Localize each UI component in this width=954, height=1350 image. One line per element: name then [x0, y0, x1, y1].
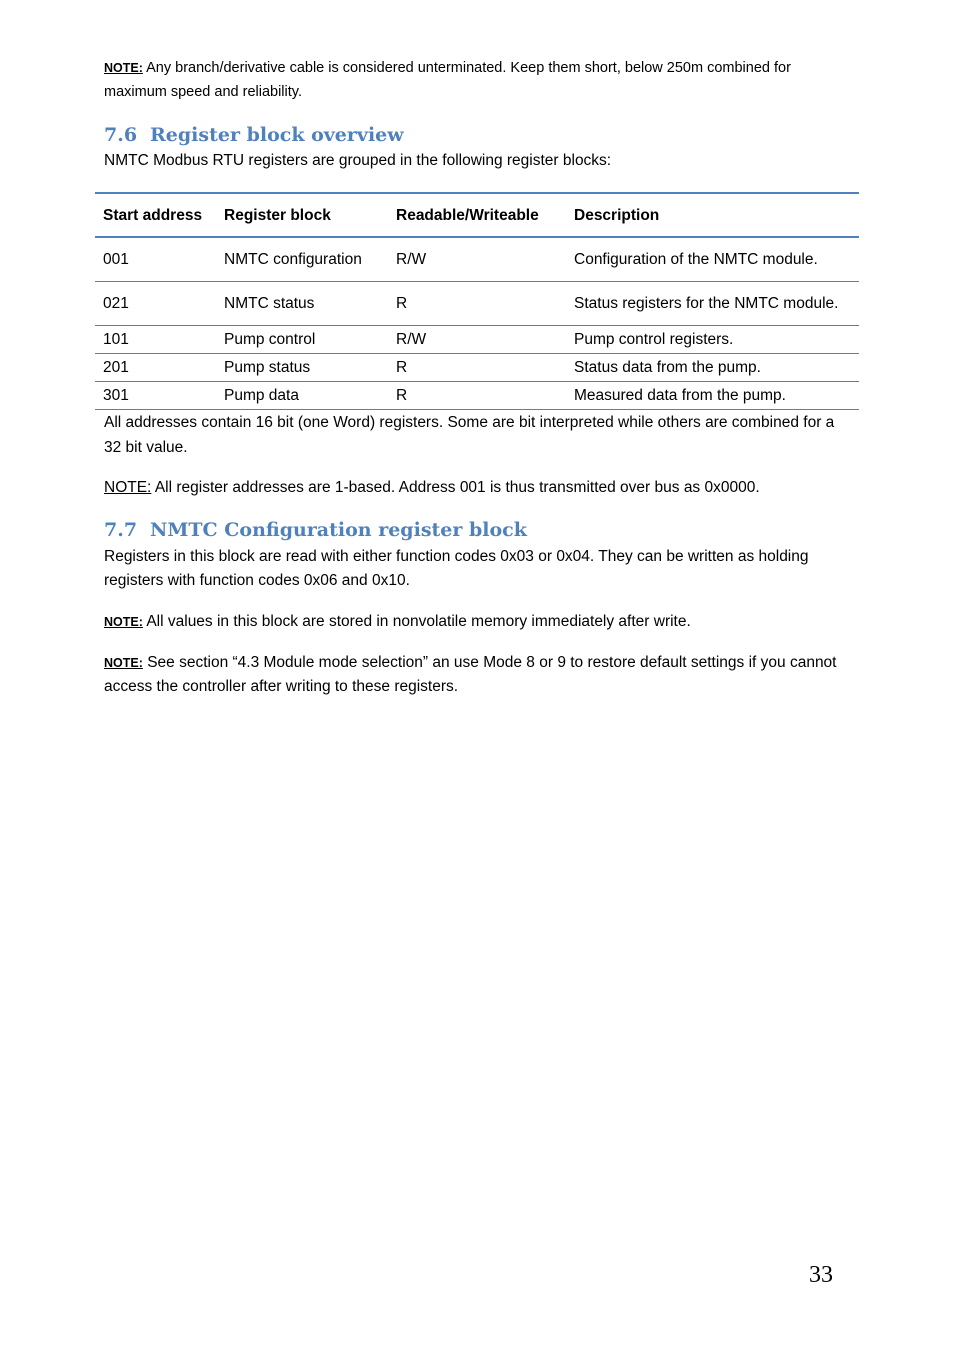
section-intro: NMTC Modbus RTU registers are grouped in the following register blocks: [104, 152, 612, 169]
cable-note [104, 56, 849, 104]
table-header-row [95, 193, 859, 237]
column-header: Start address [103, 206, 203, 224]
table-cell: Pump status [224, 359, 311, 376]
page-number: 33 [809, 1262, 833, 1288]
note-label: NOTE: [104, 479, 152, 496]
note-label: NOTE: [104, 61, 143, 75]
table-cell: Pump control [224, 331, 316, 348]
table-cell: NMTC configuration [224, 251, 362, 268]
table-cell: 021 [103, 295, 129, 312]
table-cell: Pump data [224, 387, 299, 404]
table-cell: R/W [396, 251, 427, 268]
register-block-table [95, 192, 859, 410]
note-text: All values in this block are stored in nonvolatile memory immediately after write. [142, 613, 691, 630]
table-row [95, 326, 859, 354]
column-header: Register block [224, 206, 331, 224]
table-cell: NMTC status [224, 295, 315, 312]
column-header: Readable/Writeable [396, 206, 539, 224]
mode-note [104, 651, 849, 699]
section-heading-7-6 [104, 123, 404, 147]
section-number: 7.7 [104, 519, 138, 541]
section-intro: Registers in this block are read with either function codes 0x03 or 0x04. They can be written as holding registers with function codes 0x06 and 0x10. [104, 548, 809, 589]
table-cell: Status data from the pump. [574, 359, 761, 376]
section-title: Register block overview [150, 124, 404, 146]
table-cell: Pump control registers. [574, 331, 734, 348]
note-label: NOTE: [104, 656, 143, 670]
table-row [95, 237, 859, 282]
note-label: NOTE: [104, 615, 143, 629]
table-cell: 201 [103, 359, 129, 376]
table-cell: Status registers for the NMTC module. [574, 295, 839, 312]
note-text: See section “4.3 Module mode selection” an use Mode 8 or 9 to restore default settings if you cannot access the controller after writing to these registers. [104, 654, 837, 695]
nonvolatile-note [104, 610, 849, 634]
table-cell: R [396, 295, 408, 312]
address-note [104, 476, 849, 500]
note-text: Any branch/derivative cable is considered unterminated. Keep them short, below 250m combined for maximum speed and reliability. [104, 60, 791, 100]
section-title: NMTC Configuration register block [150, 519, 527, 541]
section-number: 7.6 [104, 124, 138, 146]
table-row [95, 354, 859, 382]
table-row [95, 382, 859, 410]
table-cell: R/W [396, 331, 427, 348]
table-row [95, 282, 859, 326]
note-text: All register addresses are 1-based. Address 001 is thus transmitted over bus as 0x0000. [151, 479, 760, 496]
section-heading-7-7 [104, 518, 527, 542]
table-cell: 001 [103, 251, 129, 268]
table-cell: Measured data from the pump. [574, 387, 786, 404]
table-cell: Configuration of the NMTC module. [574, 251, 818, 268]
table-cell: R [396, 387, 408, 404]
column-header: Description [574, 206, 660, 224]
table-cell: 101 [103, 331, 129, 348]
table-cell: R [396, 359, 408, 376]
table-cell: 301 [103, 387, 129, 404]
register-size-paragraph: All addresses contain 16 bit (one Word) registers. Some are bit interpreted while others are combined for a 32 bit value. [104, 414, 835, 456]
